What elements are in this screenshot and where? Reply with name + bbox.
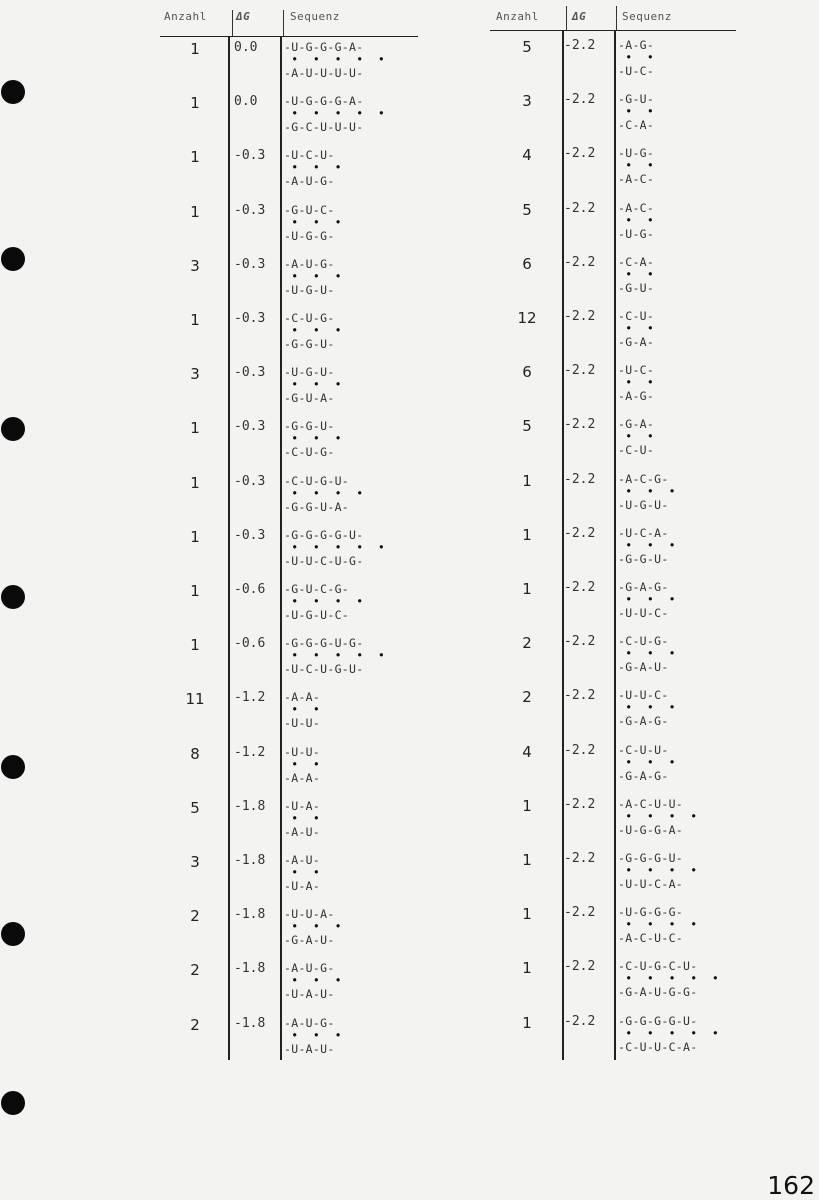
sequence-bottom-strand: -U-U-C- xyxy=(618,606,669,620)
entry-delta-g: -1.2 xyxy=(234,744,266,760)
sequence-top-strand: -G-U- xyxy=(618,92,655,107)
sequence-bottom-strand: -A-U-U-U-U- xyxy=(284,66,364,80)
base-pair-dots: • • • • xyxy=(284,594,364,608)
base-pair-dots: • • • xyxy=(284,160,342,175)
sequence-top-strand: -G-G-G-G-U- xyxy=(618,1013,698,1028)
entry-delta-g: -2.2 xyxy=(564,688,596,704)
entry-count: 4 xyxy=(522,742,532,761)
entry-delta-g: -0.3 xyxy=(234,419,266,435)
sequence-top-strand: -A-U- xyxy=(284,853,321,867)
right-column-rule xyxy=(614,30,616,1060)
entry-delta-g: -1.8 xyxy=(234,961,266,977)
sequence-bottom-strand: -C-U- xyxy=(618,443,655,458)
sequence-bottom-strand: -G-G-U-A- xyxy=(284,499,350,514)
sequence-top-strand: -C-U-G- xyxy=(618,634,669,649)
base-pair-dots: • • • • • xyxy=(618,971,720,986)
sequence-top-strand: -A-A- xyxy=(284,690,321,705)
entry-count: 4 xyxy=(522,146,532,165)
entry-delta-g: -2.2 xyxy=(564,200,596,216)
sequence-bottom-strand: -U-C- xyxy=(618,64,655,78)
entry-delta-g: -0.3 xyxy=(234,202,266,218)
base-pair-dots: • • xyxy=(618,321,655,335)
base-pair-dots: • • • xyxy=(284,973,342,988)
base-pair-dots: • • • • • xyxy=(618,1025,720,1040)
sequence-bottom-strand: -U-A-U- xyxy=(284,1041,335,1056)
left-header-count: Anzahl xyxy=(164,10,207,23)
entry-delta-g: -0.3 xyxy=(234,148,266,164)
sequence-bottom-strand: -U-G-U- xyxy=(284,282,335,297)
sequence-bottom-strand: -G-A-U- xyxy=(618,660,669,675)
base-pair-dots: • • xyxy=(618,104,655,119)
entry-delta-g: -1.8 xyxy=(234,798,266,814)
sequence-bottom-strand: -U-G-U-C- xyxy=(284,608,350,622)
sequence-top-strand: -G-A-G- xyxy=(618,580,669,594)
base-pair-dots: • • • xyxy=(618,700,676,715)
sequence-bottom-strand: -U-G-U- xyxy=(618,497,669,512)
entry-delta-g: -0.6 xyxy=(234,582,266,597)
entry-count: 1 xyxy=(190,202,200,221)
base-pair-dots: • • • xyxy=(618,646,676,661)
sequence-bottom-strand: -G-A-G- xyxy=(618,768,669,783)
entry-delta-g: -2.2 xyxy=(564,742,596,758)
entry-count: 2 xyxy=(522,634,532,653)
right-header-rule xyxy=(490,30,736,31)
sequence-top-strand: -C-U-U- xyxy=(618,742,669,757)
entry-count: 6 xyxy=(522,363,532,382)
entry-delta-g: -2.2 xyxy=(564,471,596,487)
base-pair-dots: • • xyxy=(618,212,655,227)
base-pair-dots: • • • • • xyxy=(284,52,386,66)
base-pair-dots: • • • xyxy=(284,919,342,934)
right-header-sep xyxy=(616,6,617,30)
sequence-top-strand: -U-G-G-G-A- xyxy=(284,94,364,109)
entry-delta-g: -0.3 xyxy=(234,311,266,326)
base-pair-dots: • • • xyxy=(618,483,676,498)
left-header-seq: Sequenz xyxy=(290,10,340,23)
sequence-top-strand: -U-G- xyxy=(618,146,655,161)
sequence-top-strand: -U-C-A- xyxy=(618,525,669,540)
right-header-count: Anzahl xyxy=(496,10,539,23)
sequence-top-strand: -U-G-G-G-A- xyxy=(284,40,364,54)
base-pair-dots: • • • xyxy=(284,431,342,446)
entry-count: 5 xyxy=(190,798,200,817)
entry-count: 1 xyxy=(522,959,532,978)
entry-delta-g: -0.6 xyxy=(234,636,266,652)
entry-count: 1 xyxy=(522,905,532,924)
sequence-bottom-strand: -U-C-U-G-U- xyxy=(284,662,364,677)
sequence-top-strand: -A-C-U-U- xyxy=(618,796,684,811)
entry-delta-g: -2.2 xyxy=(564,580,596,595)
sequence-top-strand: -U-C- xyxy=(618,363,655,378)
base-pair-dots: • • • xyxy=(284,1027,342,1042)
base-pair-dots: • • • • • xyxy=(284,648,386,663)
sequence-top-strand: -U-U-A- xyxy=(284,907,335,922)
base-pair-dots: • • xyxy=(618,375,655,390)
entry-delta-g: -2.2 xyxy=(564,851,596,866)
sequence-bottom-strand: -G-G-U- xyxy=(618,551,669,566)
sequence-bottom-strand: -A-U- xyxy=(284,824,321,839)
sequence-bottom-strand: -U-A- xyxy=(284,879,321,893)
entry-count: 1 xyxy=(190,473,200,492)
base-pair-dots: • • xyxy=(618,429,655,444)
sequence-top-strand: -U-G-G-G- xyxy=(618,905,684,920)
sequence-top-strand: -C-U-G- xyxy=(284,311,335,325)
entry-count: 1 xyxy=(190,94,200,113)
sequence-bottom-strand: -G-U-A- xyxy=(284,391,335,406)
entry-count: 2 xyxy=(190,907,200,926)
base-pair-dots: • • • xyxy=(284,323,342,337)
sequence-top-strand: -A-C-G- xyxy=(618,471,669,486)
sequence-top-strand: -G-G-G-G-U- xyxy=(284,527,364,542)
entry-count: 3 xyxy=(190,365,200,384)
sequence-bottom-strand: -G-G-U- xyxy=(284,337,335,351)
sequence-top-strand: -U-U-C- xyxy=(618,688,669,703)
base-pair-dots: • • • • • xyxy=(284,106,386,121)
right-header-seq: Sequenz xyxy=(622,10,672,23)
sequence-bottom-strand: -G-A- xyxy=(618,335,655,349)
base-pair-dots: • • • xyxy=(618,592,676,606)
entry-count: 1 xyxy=(522,796,532,815)
sequence-top-strand: -U-G-U- xyxy=(284,365,335,380)
entry-delta-g: -1.8 xyxy=(234,853,266,868)
sequence-top-strand: -U-A- xyxy=(284,798,321,813)
entry-count: 1 xyxy=(522,851,532,869)
sequence-bottom-strand: -G-A-G- xyxy=(618,714,669,729)
sequence-top-strand: -G-U-C- xyxy=(284,202,335,217)
entry-delta-g: -2.2 xyxy=(564,38,596,53)
base-pair-dots: • • • xyxy=(284,377,342,392)
sequence-bottom-strand: -A-G- xyxy=(618,389,655,404)
entry-delta-g: -1.8 xyxy=(234,1015,266,1031)
base-pair-dots: • • • • • xyxy=(284,539,386,554)
sequence-bottom-strand: -G-U- xyxy=(618,280,655,295)
sequence-top-strand: -G-A- xyxy=(618,417,655,432)
entry-count: 5 xyxy=(522,38,532,56)
sequence-bottom-strand: -U-G-G-A- xyxy=(618,822,684,837)
right-header-dg: ΔG xyxy=(572,10,587,23)
entry-count: 1 xyxy=(190,148,200,167)
entry-count: 1 xyxy=(190,419,200,438)
entry-count: 1 xyxy=(190,636,200,655)
sequence-top-strand: -C-A- xyxy=(618,254,655,269)
entry-delta-g: -2.2 xyxy=(564,146,596,162)
base-pair-dots: • • • xyxy=(618,537,676,552)
sequence-top-strand: -G-G-U- xyxy=(284,419,335,434)
base-pair-dots: • • xyxy=(284,865,321,879)
base-pair-dots: • • • • xyxy=(618,917,698,932)
entry-delta-g: -0.3 xyxy=(234,256,266,272)
entry-delta-g: -0.3 xyxy=(234,365,266,381)
entry-count: 2 xyxy=(190,961,200,980)
entry-delta-g: -2.2 xyxy=(564,417,596,433)
entry-delta-g: -2.2 xyxy=(564,309,596,324)
sequence-top-strand: -A-C- xyxy=(618,200,655,215)
sequence-bottom-strand: -U-G- xyxy=(618,226,655,241)
sequence-top-strand: -G-G-G-U- xyxy=(618,851,684,865)
base-pair-dots: • • • • xyxy=(284,485,364,500)
base-pair-dots: • • • xyxy=(284,214,342,229)
base-pair-dots: • • • xyxy=(284,268,342,283)
base-pair-dots: • • xyxy=(618,266,655,281)
entry-count: 11 xyxy=(185,690,205,709)
sequence-top-strand: -U-C-U- xyxy=(284,148,335,163)
entry-delta-g: -2.2 xyxy=(564,254,596,270)
base-pair-dots: • • • • xyxy=(618,808,698,823)
base-pair-dots: • • xyxy=(284,702,321,717)
base-pair-dots: • • xyxy=(618,50,655,64)
sequence-bottom-strand: -U-G-G- xyxy=(284,228,335,243)
sequence-bottom-strand: -A-U-G- xyxy=(284,174,335,189)
sequence-top-strand: -C-U-G-U- xyxy=(284,473,350,488)
entry-count: 1 xyxy=(522,1013,532,1032)
entry-delta-g: -0.3 xyxy=(234,473,266,489)
entry-count: 1 xyxy=(190,40,200,58)
entry-count: 8 xyxy=(190,744,200,763)
page-number: 162 xyxy=(767,1171,815,1200)
left-header-dg: ΔG xyxy=(236,10,251,23)
sequence-top-strand: -G-G-G-U-G- xyxy=(284,636,364,651)
entry-delta-g: -0.3 xyxy=(234,527,266,543)
entry-delta-g: -2.2 xyxy=(564,634,596,650)
entry-count: 2 xyxy=(522,688,532,707)
sequence-bottom-strand: -A-A- xyxy=(284,770,321,785)
sequence-top-strand: -A-U-G- xyxy=(284,1015,335,1030)
entry-count: 12 xyxy=(517,309,537,327)
entry-count: 1 xyxy=(190,527,200,546)
entry-count: 3 xyxy=(190,256,200,275)
sequence-top-strand: -G-U-C-G- xyxy=(284,582,350,596)
entry-count: 3 xyxy=(522,92,532,111)
entry-delta-g: -1.2 xyxy=(234,690,266,706)
entry-delta-g: -2.2 xyxy=(564,905,596,921)
entry-delta-g: -1.8 xyxy=(234,907,266,923)
sequence-bottom-strand: -C-U-G- xyxy=(284,445,335,460)
sequence-bottom-strand: -U-U-C-U-G- xyxy=(284,553,364,568)
base-pair-dots: • • xyxy=(284,756,321,771)
entry-count: 1 xyxy=(190,311,200,329)
sequence-bottom-strand: -A-C- xyxy=(618,172,655,187)
entry-delta-g: -2.2 xyxy=(564,525,596,541)
entry-count: 1 xyxy=(522,580,532,598)
base-pair-dots: • • xyxy=(284,810,321,825)
entry-count: 1 xyxy=(190,582,200,600)
entry-count: 6 xyxy=(522,254,532,273)
entry-delta-g: 0.0 xyxy=(234,40,258,55)
entry-count: 5 xyxy=(522,417,532,436)
sequence-bottom-strand: -G-A-U-G-G- xyxy=(618,985,698,1000)
sequence-bottom-strand: -U-A-U- xyxy=(284,987,335,1002)
sequence-bottom-strand: -U-U- xyxy=(284,716,321,731)
entry-delta-g: 0.0 xyxy=(234,94,258,110)
entry-count: 1 xyxy=(522,525,532,544)
right-header-sep xyxy=(566,6,567,30)
entry-delta-g: -2.2 xyxy=(564,363,596,379)
entry-count: 1 xyxy=(522,471,532,490)
sequence-top-strand: -C-U-G-C-U- xyxy=(618,959,698,974)
sequence-bottom-strand: -U-U-C-A- xyxy=(618,877,684,891)
entry-delta-g: -2.2 xyxy=(564,796,596,812)
sequence-bottom-strand: -C-U-U-C-A- xyxy=(618,1039,698,1054)
entry-delta-g: -2.2 xyxy=(564,959,596,975)
sequence-top-strand: -C-U- xyxy=(618,309,655,323)
base-pair-dots: • • xyxy=(618,158,655,173)
sequence-bottom-strand: -C-A- xyxy=(618,118,655,133)
entry-count: 2 xyxy=(190,1015,200,1034)
entry-count: 3 xyxy=(190,853,200,871)
entry-count: 5 xyxy=(522,200,532,219)
base-pair-dots: • • • xyxy=(618,754,676,769)
sequence-bottom-strand: -G-A-U- xyxy=(284,933,335,948)
base-pair-dots: • • • • xyxy=(618,863,698,877)
sequence-bottom-strand: -A-C-U-C- xyxy=(618,931,684,946)
sequence-top-strand: -U-U- xyxy=(284,744,321,759)
entry-delta-g: -2.2 xyxy=(564,1013,596,1029)
entry-delta-g: -2.2 xyxy=(564,92,596,108)
sequence-bottom-strand: -G-C-U-U-U- xyxy=(284,120,364,135)
sequence-top-strand: -A-G- xyxy=(618,38,655,52)
sequence-top-strand: -A-U-G- xyxy=(284,256,335,271)
sequence-top-strand: -A-U-G- xyxy=(284,961,335,976)
